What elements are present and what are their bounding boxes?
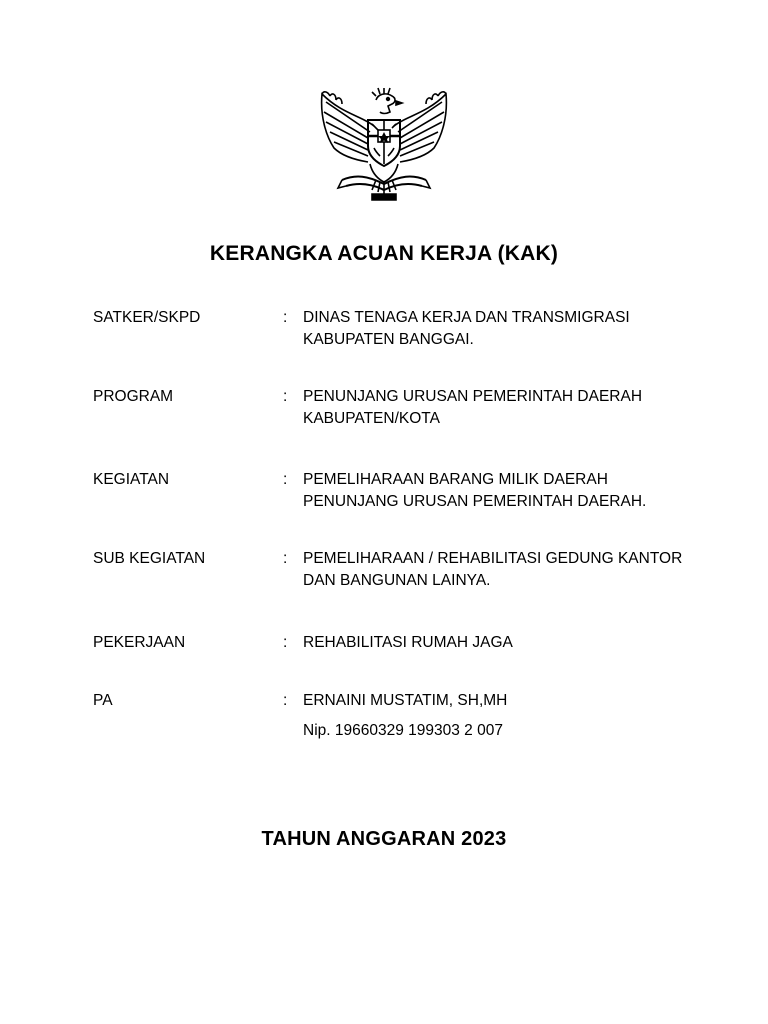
field-value-line: PEMELIHARAAN / REHABILITASI GEDUNG KANTOR [303,550,683,567]
field-colon: : [283,471,288,488]
field-value-line: DINAS TENAGA KERJA DAN TRANSMIGRASI [303,309,630,326]
document-title: KERANGKA ACUAN KERJA (KAK) [209,242,559,265]
field-colon: : [283,692,288,709]
field-value-line: PENUNJANG URUSAN PEMERINTAH DAERAH [303,388,643,405]
field-colon: : [283,309,288,326]
field-label: SUB KEGIATAN [93,550,206,567]
field-colon: : [283,634,288,651]
field-value [303,690,723,712]
field-colon: : [283,388,288,405]
field-value-line: DAN BANGUNAN LAINYA. [303,572,491,589]
field-label: PA [93,692,113,709]
field-value [303,548,723,592]
budget-year-title: TAHUN ANGGARAN 2023 [261,828,507,850]
field-value [303,307,723,351]
field-label: PROGRAM [93,388,174,405]
field-label: KEGIATAN [93,471,170,488]
field-value-line: PENUNJANG URUSAN PEMERINTAH DAERAH. [303,493,647,510]
field-value [303,386,723,430]
field-value-line: ERNAINI MUSTATIM, SH,MH [303,692,508,709]
field-label: SATKER/SKPD [93,309,201,326]
field-value-line: PEMELIHARAAN BARANG MILIK DAERAH [303,471,608,488]
garuda-pancasila-emblem-icon [312,86,456,206]
field-value-line: KABUPATEN/KOTA [303,410,440,427]
field-label: PEKERJAAN [93,634,186,651]
pa-nip: Nip. 19660329 199303 2 007 [303,722,503,739]
field-value-line: REHABILITASI RUMAH JAGA [303,634,513,651]
field-value [303,632,723,654]
field-colon: : [283,550,288,567]
field-value-line: KABUPATEN BANGGAI. [303,331,474,348]
field-value [303,469,723,513]
